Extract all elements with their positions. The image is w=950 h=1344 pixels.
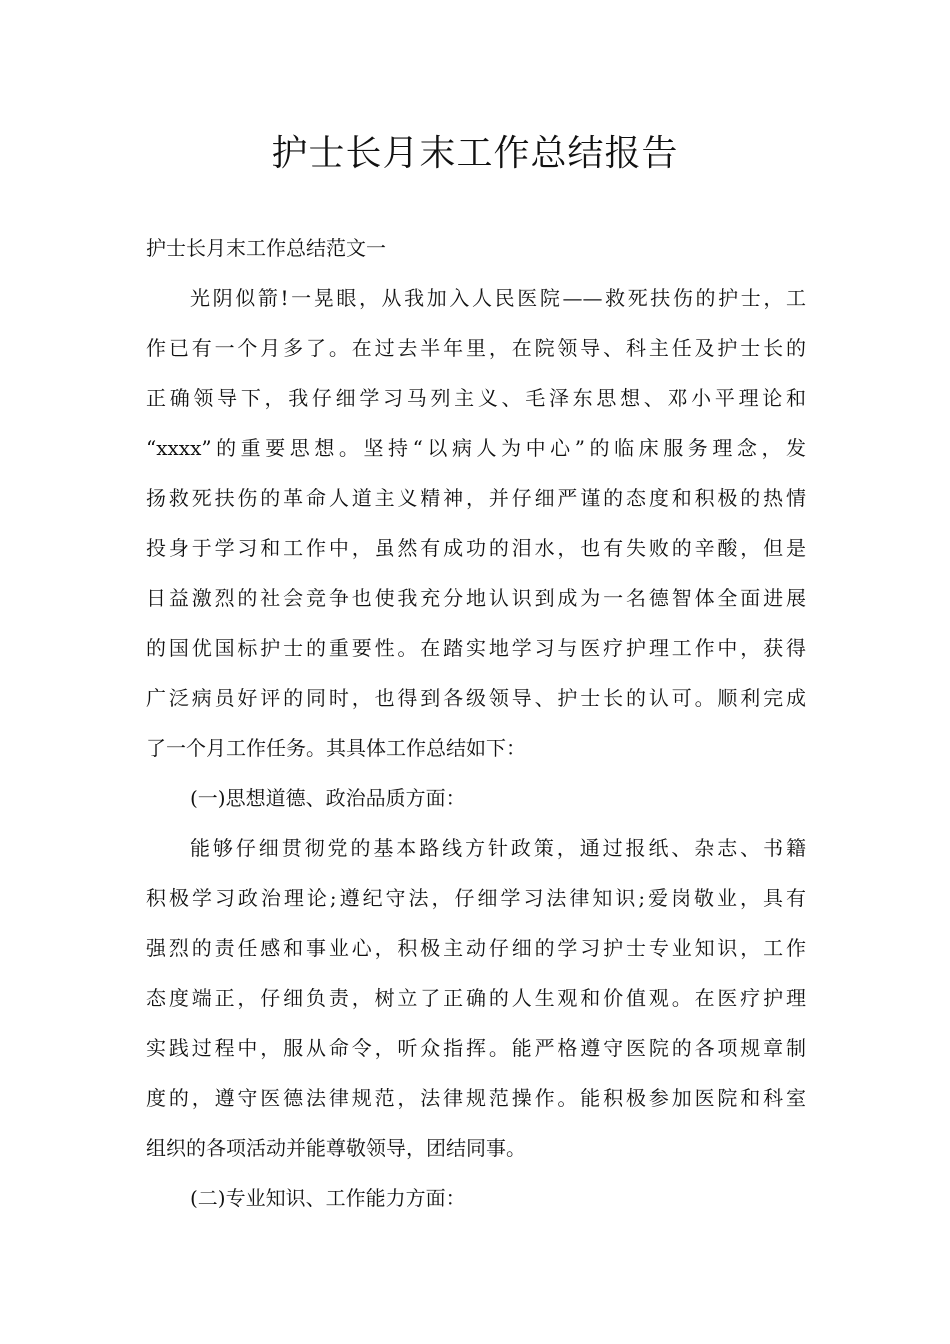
paragraph-line: 组织的各项活动并能尊敬领导，团结同事。 [146, 1136, 526, 1160]
document-subtitle: 护士长月末工作总结范文一 [146, 236, 386, 260]
paragraph-line: 光阴似箭!一晃眼，从我加入人民医院——救死扶伤的护士，工 [190, 286, 806, 310]
paragraph-line: 的国优国标护士的重要性。在踏实地学习与医疗护理工作中，获得 [146, 636, 806, 660]
paragraph-line: 广泛病员好评的同时，也得到各级领导、护士长的认可。顺利完成 [146, 686, 806, 710]
paragraph-line: 度的，遵守医德法律规范，法律规范操作。能积极参加医院和科室 [146, 1086, 806, 1110]
paragraph-line: 正确领导下，我仔细学习马列主义、毛泽东思想、邓小平理论和 [146, 386, 806, 410]
paragraph-line: 了一个月工作任务。其具体工作总结如下： [146, 736, 526, 760]
paragraph-line: 强烈的责任感和事业心，积极主动仔细的学习护士专业知识，工作 [146, 936, 806, 960]
paragraph-line: 积极学习政治理论;遵纪守法，仔细学习法律知识;爱岗敬业，具有 [146, 886, 806, 910]
paragraph-line: 扬救死扶伤的革命人道主义精神，并仔细严谨的态度和积极的热情 [146, 486, 806, 510]
paragraph-line: 作已有一个月多了。在过去半年里，在院领导、科主任及护士长的 [146, 336, 806, 360]
section-heading-2: (二)专业知识、工作能力方面： [190, 1186, 466, 1210]
paragraph-line: 投身于学习和工作中，虽然有成功的泪水，也有失败的辛酸，但是 [146, 536, 806, 560]
document-title: 护士长月末工作总结报告 [271, 133, 679, 174]
paragraph-line: 日益激烈的社会竞争也使我充分地认识到成为一名德智体全面进展 [146, 586, 806, 610]
section-heading-1: (一)思想道德、政治品质方面： [190, 786, 466, 810]
paragraph-line: 态度端正，仔细负责，树立了正确的人生观和价值观。在医疗护理 [146, 986, 806, 1010]
paragraph-line: “xxxx”的重要思想。坚持“以病人为中心”的临床服务理念，发 [146, 436, 806, 460]
paragraph-line: 实践过程中，服从命令，听众指挥。能严格遵守医院的各项规章制 [146, 1036, 806, 1060]
paragraph-line: 能够仔细贯彻党的基本路线方针政策，通过报纸、杂志、书籍 [190, 836, 806, 860]
